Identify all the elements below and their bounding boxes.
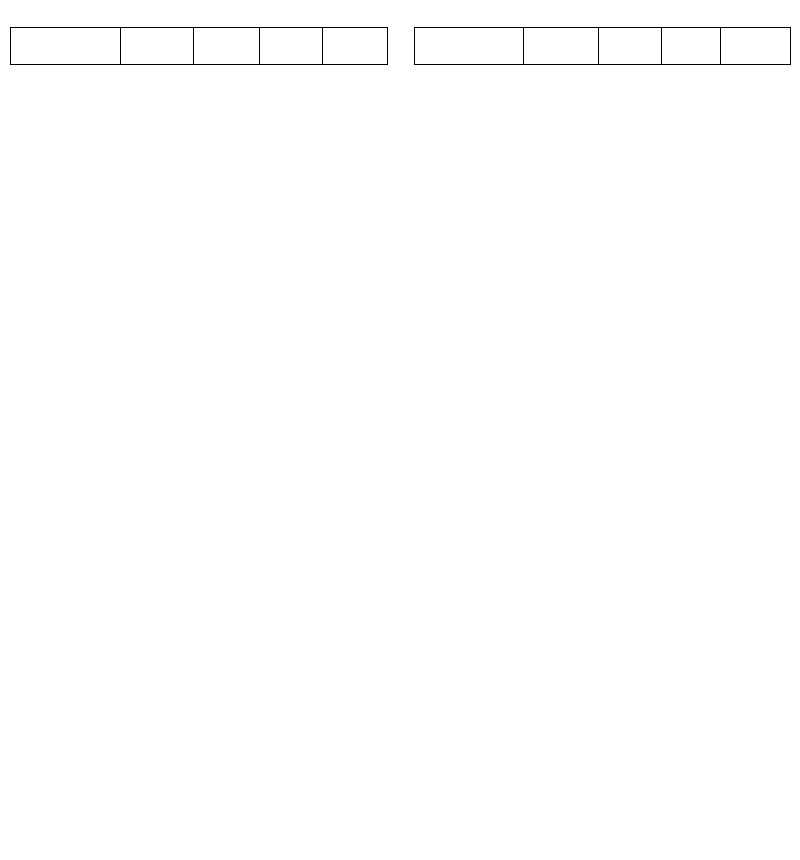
- header-part-number: [415, 28, 524, 65]
- header-row: [415, 28, 791, 65]
- header-thread: [260, 28, 323, 65]
- header-pipe-outer-diameter: [524, 28, 599, 65]
- header-part-number: [11, 28, 121, 65]
- right-spec-table: [414, 27, 791, 65]
- header-pipe-outer-diameter: [121, 28, 194, 65]
- header-row: [11, 28, 388, 65]
- left-spec-table: [10, 27, 388, 65]
- header-height: [323, 28, 388, 65]
- header-pipe-thickness: [599, 28, 662, 65]
- header-pipe-thickness: [194, 28, 260, 65]
- header-thread: [662, 28, 721, 65]
- header-height: [721, 28, 791, 65]
